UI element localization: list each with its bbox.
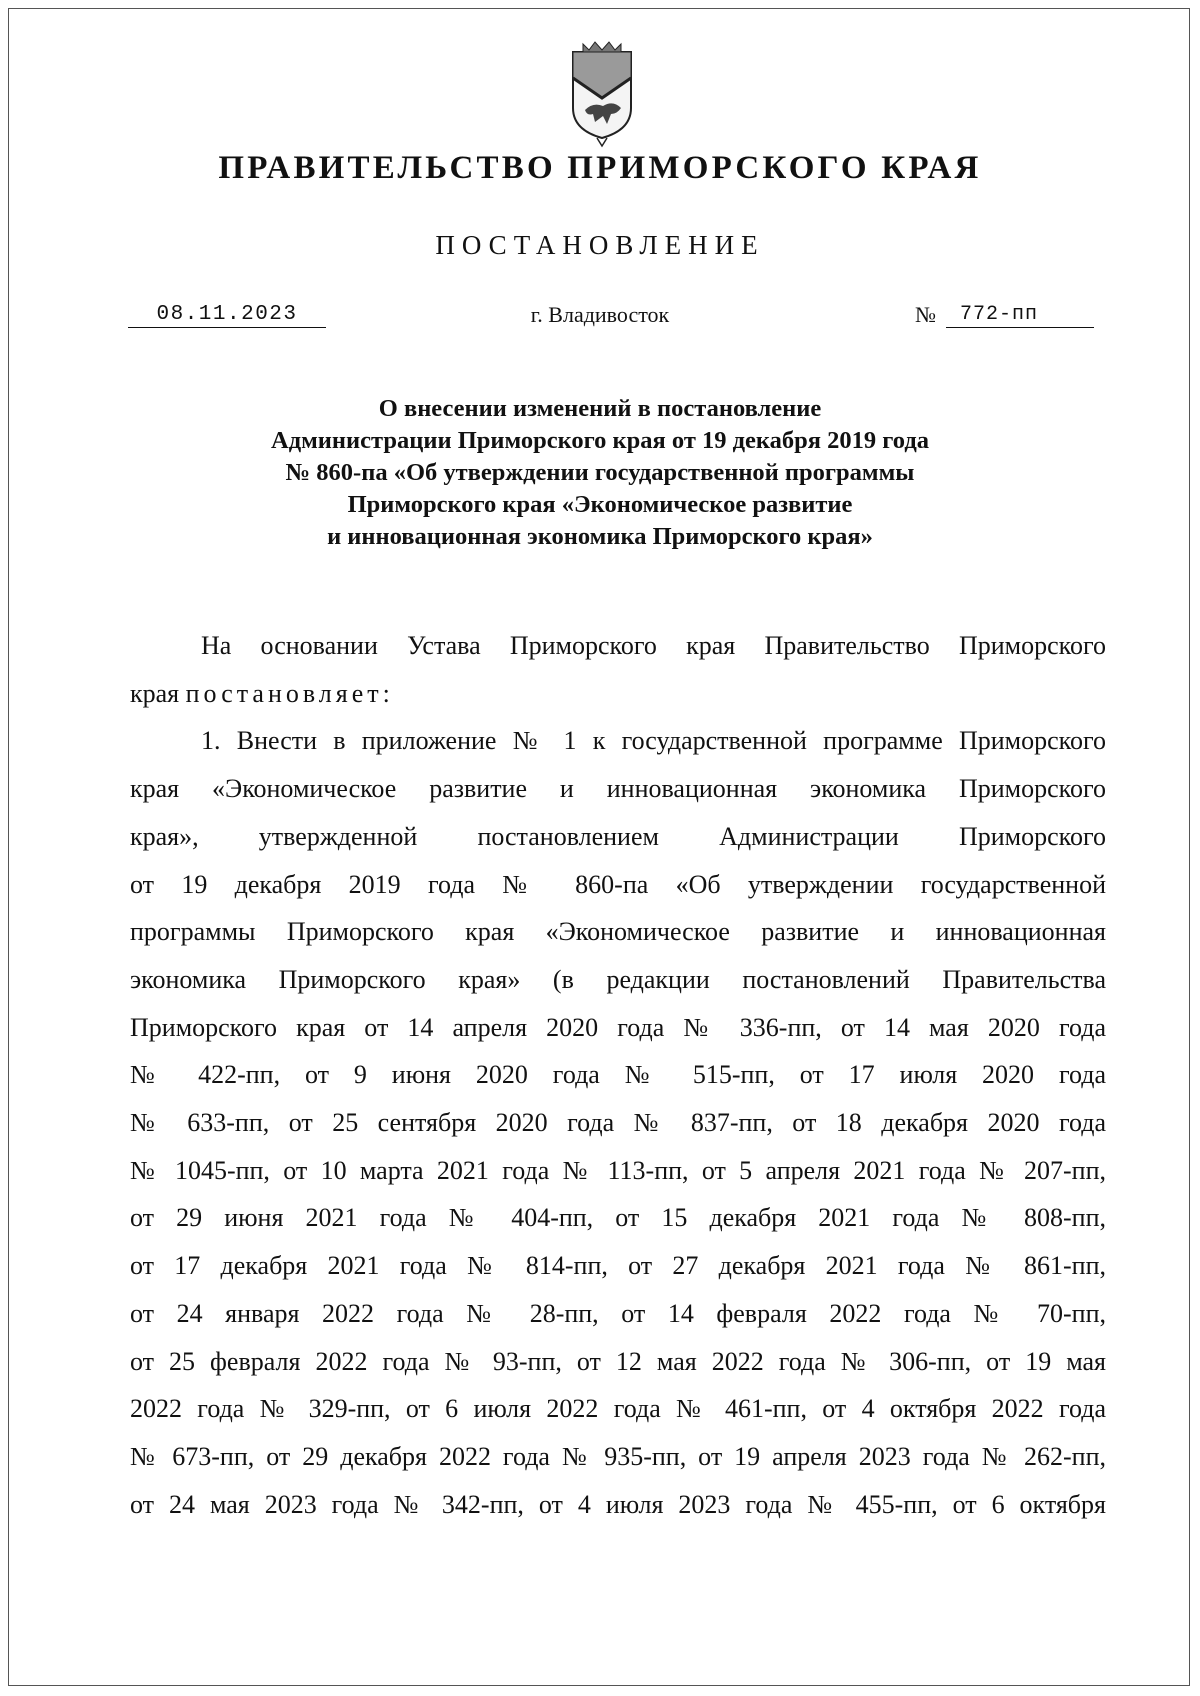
body-line: от 24 мая 2023 года № 342-пп, от 4 июля 2023 года № 455-пп, от 6 октября <box>130 1489 1106 1519</box>
body-line: от 17 декабря 2021 года № 814-пп, от 27 декабря 2021 года № 861-пп, <box>130 1251 1106 1281</box>
document-title <box>0 393 1200 553</box>
body-text: края <box>130 678 186 708</box>
body-line <box>130 670 1106 718</box>
body-line: от 25 февраля 2022 года № 93-пп, от 12 мая 2022 года № 306-пп, от 19 мая <box>130 1346 1106 1376</box>
body-line: № 633-пп, от 25 сентября 2020 года № 837-пп, от 18 декабря 2020 года <box>130 1108 1106 1138</box>
body-line: края «Экономическое развитие и инновационная экономика Приморского <box>130 774 1106 804</box>
body-line: края», утвержденной постановлением Администрации Приморского <box>130 821 1106 851</box>
title-line: Приморского края «Экономическое развитие <box>347 491 853 518</box>
title-line: и инновационная экономика Приморского края» <box>327 523 873 550</box>
document-type: ПОСТАНОВЛЕНИЕ <box>435 230 765 260</box>
document-date: 08.11.2023 <box>128 303 326 328</box>
title-line: О внесении изменений в постановление <box>378 395 822 422</box>
document-city: г. Владивосток <box>530 302 670 327</box>
body-line: от 19 декабря 2019 года № 860-па «Об утверждении государственной <box>130 869 1106 899</box>
body-line: 1. Внести в приложение № 1 к государственной программе Приморского <box>201 726 1106 756</box>
body-line: экономика Приморского края» (в редакции постановлений Правительства <box>130 964 1106 994</box>
coat-of-arms-emblem <box>567 38 637 148</box>
body-line: На основании Устава Приморского края Правительство Приморского <box>201 631 1106 660</box>
title-line: № 860-па «Об утверждении государственной программы <box>285 459 915 486</box>
body-line: от 24 января 2022 года № 28-пп, от 14 февраля 2022 года № 70-пп, <box>130 1298 1106 1328</box>
body-line: Приморского края от 14 апреля 2020 года № 336-пп, от 14 мая 2020 года <box>130 1012 1106 1042</box>
body-line: № 1045-пп, от 10 марта 2021 года № 113-пп, от 5 апреля 2021 года № 207-пп, <box>130 1155 1106 1185</box>
title-line: Администрации Приморского края от 19 декабря 2019 года <box>271 427 929 454</box>
document-body <box>130 622 1106 1528</box>
body-line: от 29 июня 2021 года № 404-пп, от 15 декабря 2021 года № 808-пп, <box>130 1203 1106 1233</box>
body-line: программы Приморского края «Экономическое развитие и инновационная <box>130 917 1106 947</box>
decree-word: постановляет: <box>185 678 394 708</box>
number-sign: № <box>915 302 936 327</box>
body-line: № 673-пп, от 29 декабря 2022 года № 935-пп, от 19 апреля 2023 года № 262-пп, <box>130 1441 1106 1471</box>
organization-name: ПРАВИТЕЛЬСТВО ПРИМОРСКОГО КРАЯ <box>218 150 982 186</box>
body-line: 2022 года № 329-пп, от 6 июля 2022 года № 461-пп, от 4 октября 2022 года <box>130 1394 1106 1424</box>
document-number: 772-пп <box>946 303 1094 328</box>
body-line: № 422-пп, от 9 июня 2020 года № 515-пп, от 17 июля 2020 года <box>130 1060 1106 1090</box>
